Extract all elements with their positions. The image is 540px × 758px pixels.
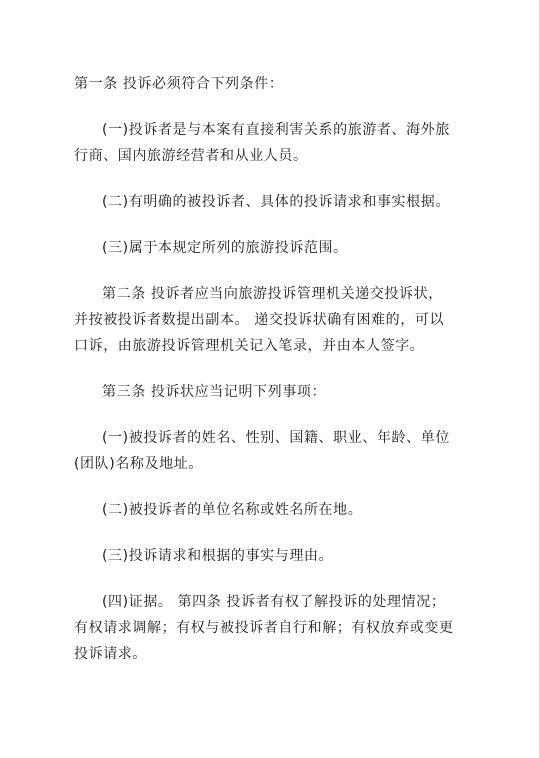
text-line: (一)投诉者是与本案有直接利害关系的旅游者、海外旅 bbox=[102, 122, 450, 138]
paragraph-gap bbox=[74, 169, 474, 189]
paragraph-gap bbox=[74, 359, 474, 379]
text-line: 第一条 投诉必须符合下列条件： bbox=[74, 76, 284, 92]
paragraph-article-3 bbox=[74, 379, 474, 405]
document-body bbox=[74, 71, 474, 667]
paragraph-gap bbox=[74, 477, 474, 497]
paragraph-item-2 bbox=[74, 497, 474, 523]
text-line: (四)证据。 第四条 投诉者有权了解投诉的处理情况； bbox=[102, 594, 446, 610]
text-line: (团队)名称及地址。 bbox=[74, 456, 203, 472]
text-line: (三)投诉请求和根据的事实与理由。 bbox=[102, 548, 334, 564]
text-line: 行商、国内旅游经营者和从业人员。 bbox=[74, 148, 308, 164]
paragraph-gap bbox=[74, 97, 474, 117]
text-line: 口诉，由旅游投诉管理机关记入笔录，并由本人签字。 bbox=[74, 338, 425, 354]
text-line: (三)属于本规定所列的旅游投诉范围。 bbox=[102, 240, 348, 256]
text-line: 第三条 投诉状应当记明下列事项： bbox=[102, 384, 327, 400]
text-line: 第二条 投诉者应当向旅游投诉管理机关递交投诉状， bbox=[102, 286, 443, 302]
paragraph-gap bbox=[74, 215, 474, 235]
text-line: 有权请求调解；有权与被投诉者自行和解；有权放弃或变更 bbox=[74, 620, 454, 636]
text-line: (二)被投诉者的单位名称或姓名所在地。 bbox=[102, 502, 363, 518]
paragraph-gap bbox=[74, 261, 474, 281]
paragraph-condition-2 bbox=[74, 189, 474, 215]
paragraph-gap bbox=[74, 405, 474, 425]
text-line: 投诉请求。 bbox=[74, 646, 147, 662]
paragraph-gap bbox=[74, 523, 474, 543]
text-line: 并按被投诉者数提出副本。 递交投诉状确有困难的，可以 bbox=[74, 312, 445, 328]
paragraph-condition-1 bbox=[74, 117, 474, 169]
paragraph-item-3 bbox=[74, 543, 474, 569]
paragraph-gap bbox=[74, 569, 474, 589]
paragraph-item-1 bbox=[74, 425, 474, 477]
text-line: (二)有明确的被投诉者、具体的投诉请求和事实根据。 bbox=[102, 194, 450, 210]
paragraph-article-2 bbox=[74, 281, 474, 359]
paragraph-item-4-article-4 bbox=[74, 589, 474, 667]
paragraph-condition-3 bbox=[74, 235, 474, 261]
paragraph-article-1 bbox=[74, 71, 474, 97]
text-line: (一)被投诉者的姓名、性别、国籍、职业、年龄、单位 bbox=[102, 430, 450, 446]
